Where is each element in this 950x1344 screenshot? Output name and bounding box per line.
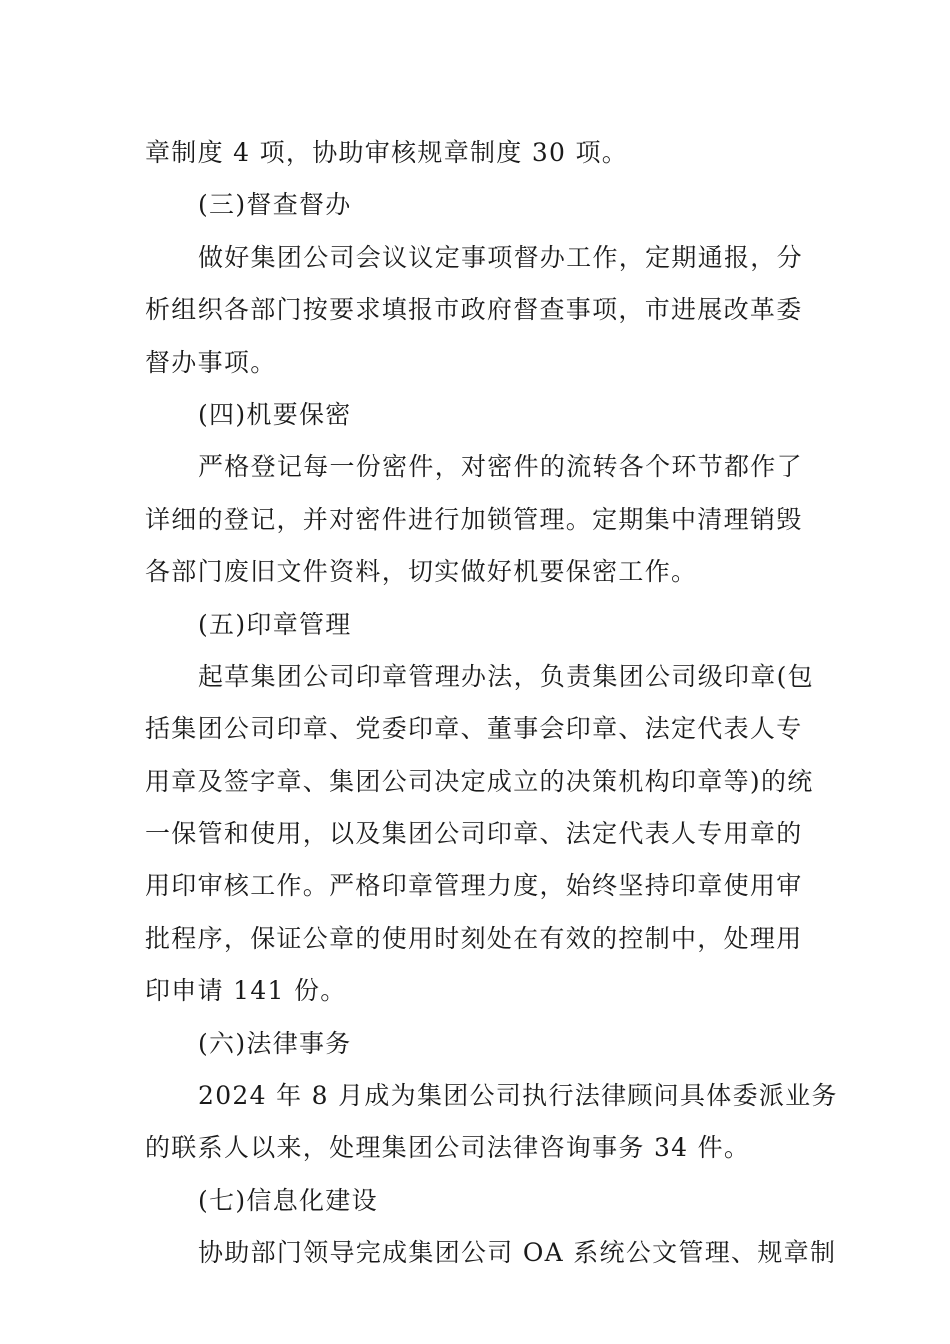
text-line: 印申请 141 份。 bbox=[145, 976, 347, 1006]
document-body bbox=[145, 127, 838, 1280]
text-line: 督办事项。 bbox=[145, 347, 277, 377]
section-heading-supervision: (三)督查督办 bbox=[198, 190, 352, 220]
text-line: 2024 年 8 月成为集团公司执行法律顾问具体委派业务 bbox=[198, 1081, 838, 1111]
text-line: 用印审核工作。严格印章管理力度，始终坚持印章使用审 bbox=[145, 871, 803, 901]
text-line: 用章及签字章、集团公司决定成立的决策机构印章等)的统 bbox=[145, 766, 814, 796]
section-heading-seal-management: (五)印章管理 bbox=[198, 609, 352, 639]
text-line: 章制度 4 项，协助审核规章制度 30 项。 bbox=[145, 138, 629, 167]
text-line: 的联系人以来，处理集团公司法律咨询事务 34 件。 bbox=[145, 1133, 751, 1163]
text-line: 括集团公司印章、党委印章、董事会印章、法定代表人专 bbox=[145, 714, 803, 744]
text-line: 协助部门领导完成集团公司 OA 系统公文管理、规章制 bbox=[198, 1238, 837, 1268]
text-line: 析组织各部门按要求填报市政府督查事项，市进展改革委 bbox=[145, 295, 803, 325]
text-line: 起草集团公司印章管理办法，负责集团公司级印章(包 bbox=[198, 661, 814, 691]
section-heading-legal-affairs: (六)法律事务 bbox=[198, 1028, 352, 1058]
text-line: 批程序，保证公章的使用时刻处在有效的控制中，处理用 bbox=[145, 923, 803, 953]
text-line: 严格登记每一份密件，对密件的流转各个环节都作了 bbox=[198, 452, 803, 482]
text-line: 一保管和使用，以及集团公司印章、法定代表人专用章的 bbox=[145, 819, 803, 849]
text-line: 做好集团公司会议议定事项督办工作，定期通报，分 bbox=[198, 242, 803, 272]
text-line: 各部门废旧文件资料，切实做好机要保密工作。 bbox=[145, 557, 698, 587]
text-line: 详细的登记，并对密件进行加锁管理。定期集中清理销毁 bbox=[145, 504, 803, 534]
section-heading-confidential: (四)机要保密 bbox=[198, 399, 352, 429]
section-heading-informatization: (七)信息化建设 bbox=[198, 1185, 378, 1215]
